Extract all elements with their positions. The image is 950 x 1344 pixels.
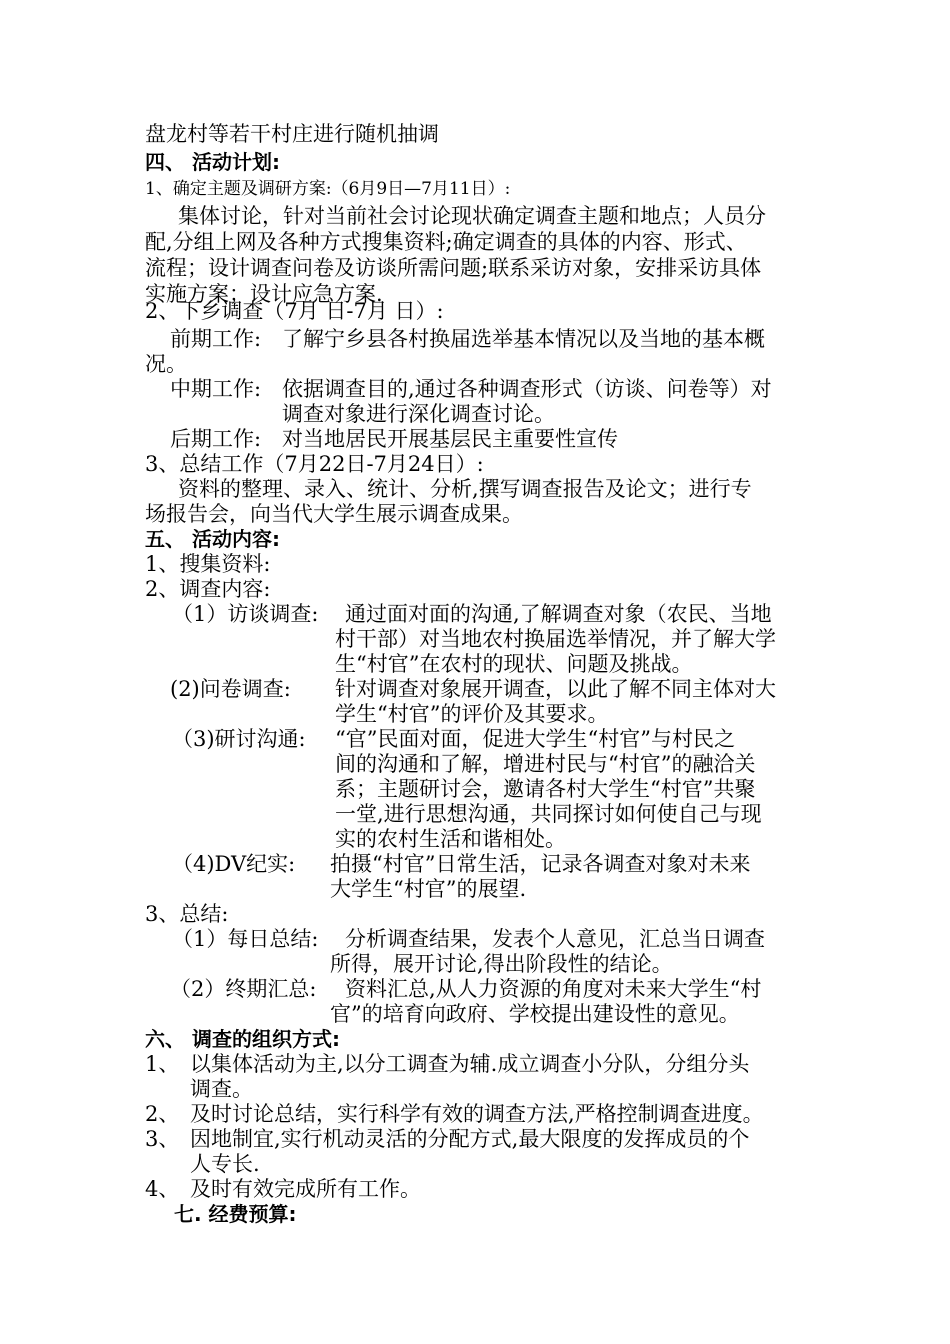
- s6-item-text: 调查。: [190, 1077, 253, 1101]
- s4-item-3-line: 场报告会，向当代大学生展示调查成果。: [145, 502, 523, 526]
- discussion-text: 系；主题研讨会，邀请各村大学生“村官”共聚: [335, 777, 756, 801]
- dv-text: 大学生“村官”的展望.: [330, 877, 527, 901]
- final-summary-label: （2）终期汇总:: [170, 977, 317, 1001]
- section-7-heading: 七. 经费预算:: [174, 1202, 297, 1226]
- dv-text: 拍摄“村官”日常生活，记录各调查对象对未来: [330, 852, 751, 876]
- s6-item-text: 人专长.: [190, 1152, 260, 1176]
- late-work-text: 对当地居民开展基层民主重要性宣传: [282, 427, 618, 451]
- daily-summary-text: 分析调查结果，发表个人意见，汇总当日调查: [345, 927, 765, 951]
- section-6-heading: 六、 调查的组织方式:: [145, 1027, 340, 1051]
- section-4-heading: 四、 活动计划:: [145, 150, 280, 174]
- s6-item-number: 1、: [145, 1052, 180, 1076]
- s4-item-1-line: 流程；设计调查问卷及访谈所需问题;联系采访对象，安排采访具体: [145, 256, 762, 280]
- s4-item-1-line: 实施方案；设计应急方案.: [145, 282, 383, 306]
- mid-work-label: 中期工作:: [170, 377, 262, 401]
- s4-item-1-line: 集体讨论，针对当前社会讨论现状确定调查主题和地点；人员分: [178, 204, 766, 228]
- s6-item-number: 3、: [145, 1127, 180, 1151]
- intro-line: 盘龙村等若干村庄进行随机抽调: [145, 122, 439, 146]
- interview-text: 生“村官”在农村的现状、问题及挑战。: [335, 652, 693, 676]
- early-work-label: 前期工作:: [170, 327, 262, 351]
- interview-text: 通过面对面的沟通,了解调查对象（农民、当地: [345, 602, 772, 626]
- s4-item-1-line: 配,分组上网及各种方式搜集资料;确定调查的具体的内容、形式、: [145, 230, 747, 254]
- interview-label: （1）访谈调查:: [172, 602, 319, 626]
- questionnaire-text: 学生“村官”的评价及其要求。: [335, 702, 609, 726]
- s6-item-text: 以集体活动为主,以分工调查为辅.成立调查小分队，分组分头: [190, 1052, 750, 1076]
- interview-text: 村干部）对当地农村换届选举情况，并了解大学: [335, 627, 776, 651]
- final-summary-text: 官”的培育向政府、学校提出建设性的意见。: [330, 1002, 740, 1026]
- daily-summary-text: 所得，展开讨论,得出阶段性的结论。: [330, 952, 673, 976]
- early-work-text: 况。: [145, 352, 187, 376]
- mid-work-text: 调查对象进行深化调查讨论。: [282, 402, 555, 426]
- discussion-label: （3)研讨沟通:: [172, 727, 306, 751]
- s6-item-number: 2、: [145, 1102, 180, 1126]
- discussion-text: 一堂,进行思想沟通，共同探讨如何使自己与现: [335, 802, 762, 826]
- discussion-text: 间的沟通和了解，增进村民与“村官”的融洽关: [335, 752, 756, 776]
- early-work-text: 了解宁乡县各村换届选举基本情况以及当地的基本概: [282, 327, 765, 351]
- s5-item-3: 3、总结:: [145, 902, 229, 926]
- dv-label: （4)DV纪实:: [172, 852, 296, 876]
- s5-item-1: 1、搜集资料:: [145, 552, 271, 576]
- final-summary-text: 资料汇总,从人力资源的角度对未来大学生“村: [345, 977, 762, 1001]
- s4-item-3-title: 3、总结工作（7月22日-7月24日）:: [145, 452, 484, 476]
- section-5-heading: 五、 活动内容:: [145, 527, 280, 551]
- late-work-label: 后期工作:: [170, 427, 262, 451]
- questionnaire-label: (2)问卷调查:: [170, 677, 291, 701]
- s6-item-text: 及时有效完成所有工作。: [190, 1177, 421, 1201]
- s6-item-text: 因地制宜,实行机动灵活的分配方式,最大限度的发挥成员的个: [190, 1127, 750, 1151]
- s6-item-text: 及时讨论总结，实行科学有效的调查方法,严格控制调查进度。: [190, 1102, 764, 1126]
- s5-item-2: 2、调查内容:: [145, 577, 271, 601]
- discussion-text: 实的农村生活和谐相处。: [335, 827, 566, 851]
- mid-work-text: 依据调查目的,通过各种调查形式（访谈、问卷等）对: [282, 377, 772, 401]
- daily-summary-label: （1）每日总结:: [172, 927, 319, 951]
- s4-item-2-title: 2、下乡调查（7月 日-7月 日）:: [145, 299, 444, 323]
- discussion-text: “官”民面对面，促进大学生“村官”与村民之: [335, 727, 735, 751]
- s6-item-number: 4、: [145, 1177, 180, 1201]
- questionnaire-text: 针对调查对象展开调查，以此了解不同主体对大: [335, 677, 776, 701]
- s4-item-3-line: 资料的整理、录入、统计、分析,撰写调查报告及论文；进行专: [178, 477, 752, 501]
- s4-item-1-title: 1、确定主题及调研方案:（6月9日—7月11日）:: [145, 179, 511, 199]
